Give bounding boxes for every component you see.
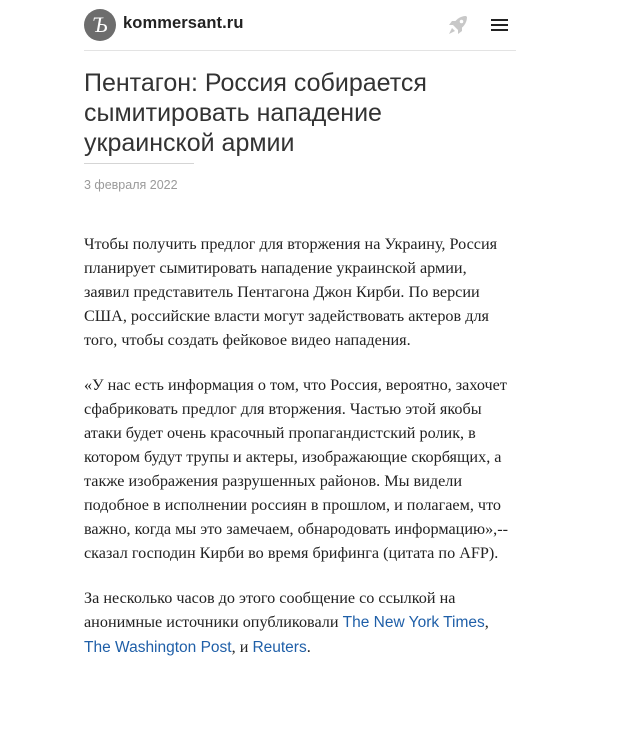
paragraph-2: «У нас есть информация о том, что Россия, вероятно, захочет сфабриковать предлог для вторжения. Частью этой якобы атаки будет очень красочный пропагандистский ролик, в котором будут трупы и актеры, изображающие скорбящих, а также изображения разрушенных районов. Мы видели подобное в исполнении россиян в прошлом, и полагаем, что важно, когда мы это замечаем, обнародовать информацию»,-- сказал господин Кирби во время брифинга (цитата по AFP). (84, 376, 508, 562)
paragraph-3 (84, 586, 516, 660)
separator-1: , (484, 613, 489, 631)
paragraph-3-text: За несколько часов до этого сообщение со ссылкой на анонимные источники опубликовали (84, 589, 456, 631)
paragraph-3-end: . (306, 638, 311, 656)
hamburger-menu-icon[interactable] (491, 17, 508, 32)
article-body (84, 232, 516, 660)
logo-glyph (84, 9, 116, 41)
article-title: Пентагон: Россия собирается сымитировать нападение украинской армии (84, 69, 427, 157)
title-divider (84, 163, 194, 164)
link-washington-post[interactable]: The Washington Post (84, 639, 232, 656)
page (84, 0, 516, 681)
separator-2: , и (231, 638, 253, 656)
rocket-icon[interactable] (446, 13, 470, 37)
kommersant-logo-icon[interactable] (84, 9, 116, 41)
svg-text:Ъ: Ъ (92, 12, 108, 37)
link-nytimes[interactable]: The New York Times (342, 614, 485, 631)
article-date: 3 февраля 2022 (84, 178, 178, 192)
site-name[interactable]: kommersant.ru (123, 14, 244, 32)
site-header (84, 0, 516, 51)
link-reuters[interactable]: Reuters (252, 639, 307, 656)
paragraph-1: Чтобы получить предлог для вторжения на Украину, Россия планирует сымитировать нападение украинской армии, заявил представитель Пентагона Джон Кирби. По версии США, российские власти могут задействовать актеров для того, чтобы создать фейковое видео нападения. (84, 235, 498, 349)
